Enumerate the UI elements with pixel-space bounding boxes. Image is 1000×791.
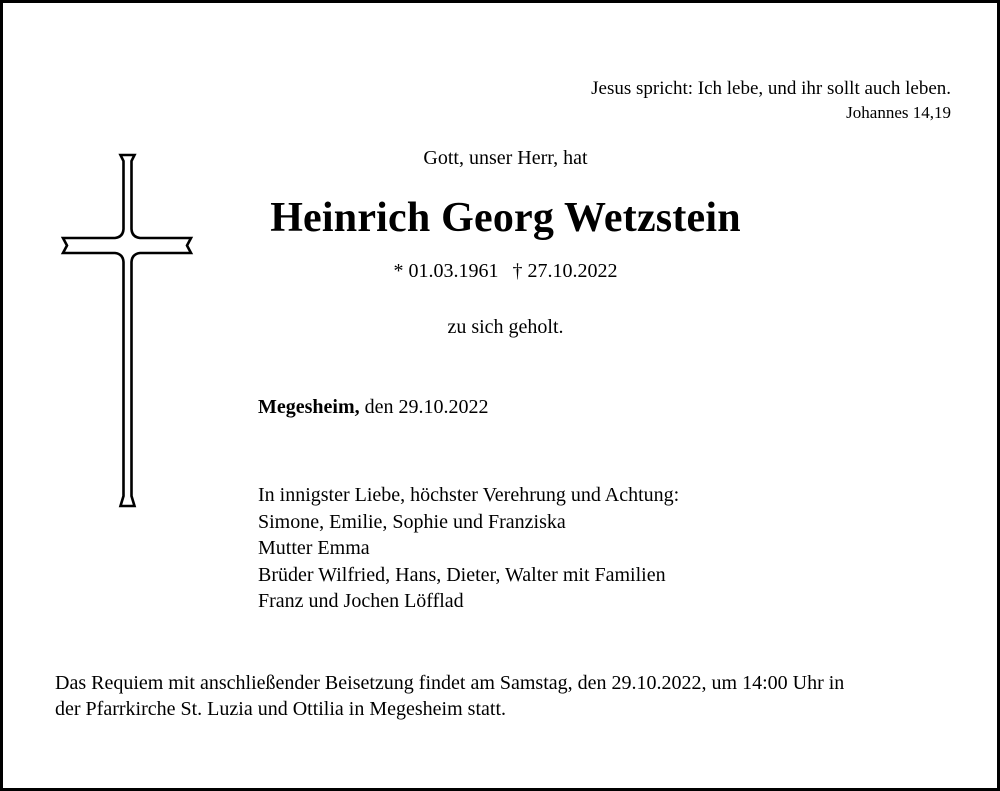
quote-text: Jesus spricht: Ich lebe, und ihr sollt auch leben. bbox=[591, 78, 951, 99]
notice-date: den 29.10.2022 bbox=[364, 396, 489, 418]
bible-quote bbox=[591, 78, 951, 124]
mourners-list bbox=[258, 482, 679, 615]
mourners-line: Brüder Wilfried, Hans, Dieter, Walter mit Familien bbox=[258, 563, 666, 586]
mourners-line: In innigster Liebe, höchster Verehrung und Achtung: bbox=[258, 484, 680, 506]
quote-reference: Johannes 14,19 bbox=[846, 103, 951, 122]
life-dates bbox=[253, 260, 758, 283]
cross-icon bbox=[60, 152, 195, 509]
birth-date: * 01.03.1961 bbox=[393, 260, 499, 282]
service-notice-line: Das Requiem mit anschließender Beisetzung findet am Samstag, den 29.10.2022, um 14:00 Uhr in bbox=[55, 672, 845, 694]
deceased-name: Heinrich Georg Wetzstein bbox=[270, 195, 741, 241]
mourners-line: Mutter Emma bbox=[258, 537, 370, 560]
place-date bbox=[258, 396, 489, 419]
death-date: † 27.10.2022 bbox=[512, 260, 618, 282]
outro-line: zu sich geholt. bbox=[447, 316, 564, 338]
place-name: Megesheim, bbox=[258, 396, 360, 418]
mourners-line: Simone, Emilie, Sophie und Franziska bbox=[258, 510, 566, 533]
service-notice-line: der Pfarrkirche St. Luzia und Ottilia in Megesheim statt. bbox=[55, 698, 506, 720]
mourners-line: Franz und Jochen Löfflad bbox=[258, 590, 464, 613]
service-notice bbox=[55, 670, 955, 722]
intro-line: Gott, unser Herr, hat bbox=[423, 147, 588, 169]
